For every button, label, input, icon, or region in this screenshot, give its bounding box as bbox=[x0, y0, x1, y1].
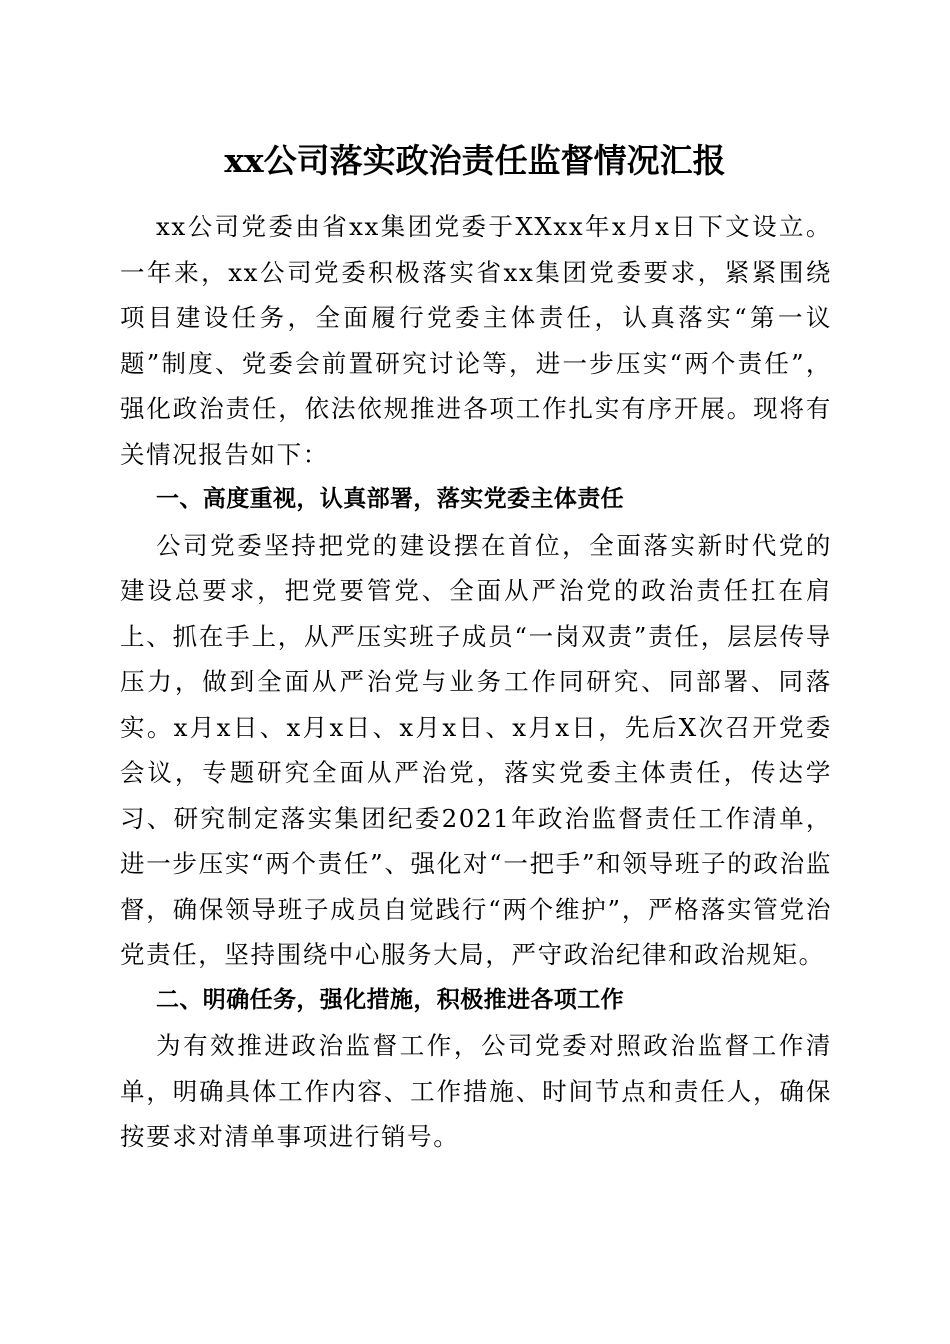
intro-paragraph: xx公司党委由省xx集团党委于XXxx年x月x日下文设立。一年来，xx公司党委积极落实省xx集团党委要求，紧紧围绕项目建设任务，全面履行党委主体责任，认真落实“第一议题”制度、党委会前置研究讨论等，进一步压实“两个责任”，强化政治责任，依法依规推进各项工作扎实有序开展。现将有关情况报告如下： bbox=[120, 212, 832, 469]
section-1-heading: 一、高度重视，认真部署，落实党委主体责任 bbox=[156, 486, 624, 512]
document-body bbox=[120, 204, 832, 1160]
section-2-heading: 二、明确任务，强化措施，积极推进各项工作 bbox=[156, 986, 624, 1013]
section-2-paragraph: 为有效推进政治监督工作，公司党委对照政治监督工作清单，明确具体工作内容、工作措施、时间节点和责任人，确保按要求对清单事项进行销号。 bbox=[120, 1031, 832, 1151]
section-1-paragraph: 公司党委坚持把党的建设摆在首位，全面落实新时代党的建设总要求，把党要管党、全面从严治党的政治责任扛在肩上、抓在手上，从严压实班子成员“一岗双责”责任，层层传导压力，做到全面从严治党与业务工作同研究、同部署、同落实。x月x日、x月x日、x月x日、x月x日，先后X次召开党委会议，专题研究全面从严治党，落实党委主体责任，传达学习、研究制定落实集团纪委2021年政治监督责任工作清单，进一步压实“两个责任”、强化对“一把手”和领导班子的政治监督，确保领导班子成员自觉践行“两个维护”，严格落实管党治党责任，坚持围绕中心服务大局，严守政治纪律和政治规矩。 bbox=[120, 530, 832, 969]
document-title: xx公司落实政治责任监督情况汇报 bbox=[224, 141, 726, 180]
